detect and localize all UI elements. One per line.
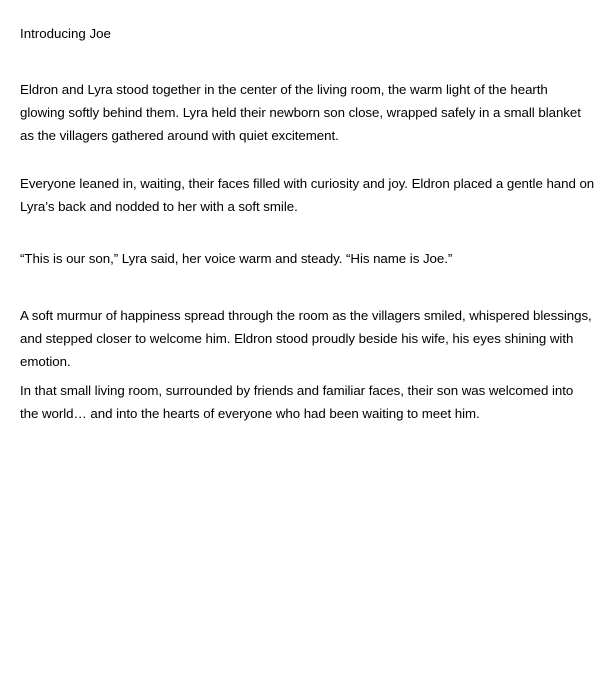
paragraph-3: “This is our son,” Lyra said, her voice warm and steady. “His name is Joe.” <box>20 251 453 266</box>
paragraph-1: Eldron and Lyra stood together in the center of the living room, the warm light of the hearth glowing softly behind them. Lyra held their newborn son close, wrapped safely in a small blanket as the villagers gathered around with quiet excitement. <box>20 82 581 143</box>
paragraph-2: Everyone leaned in, waiting, their faces filled with curiosity and joy. Eldron placed a gentle hand on Lyra’s back and nodded to her with a soft smile. <box>20 176 595 214</box>
paragraph-4: A soft murmur of happiness spread through the room as the villagers smiled, whispered blessings, and stepped closer to welcome him. Eldron stood proudly beside his wife, his eyes shining with emotion. <box>20 308 592 369</box>
paragraph-5: In that small living room, surrounded by friends and familiar faces, their son was welcomed into the world… and into the hearts of everyone who had been waiting to meet him. <box>20 383 574 421</box>
document-title: Introducing Joe <box>20 26 111 41</box>
